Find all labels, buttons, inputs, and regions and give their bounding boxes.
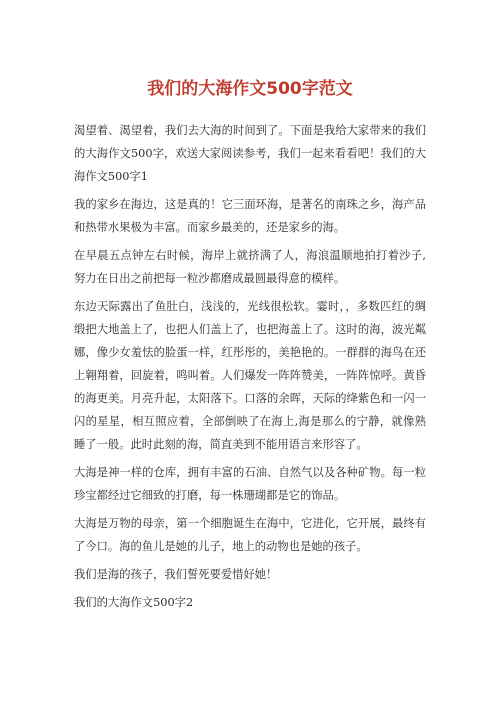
paragraph-sunrise-dusk: 东边天际露出了鱼肚白，浅浅的，光线很松软。霎时，，多数匹红的绸缎把大地盖上了，也把人们盖上了，也把海盖上了。这时的海，波光粼娜，像少女羞怯的脸蛋一样，红彤彤的，美艳艳的。一群群的海鸟在还上翱翔着，回旋着，鸣叫着。人们爆发一阵阵赞美，一阵阵惊呼。黄昏的海更美。月亮升起，太阳落下。口落的余晖，天际的绛紫色和一闪一闪的星星，相互照应着，全部倒映了在海上,海是那么的宁静，就像熟睡了一般。此时此刻的海，简直美到不能用语言来形容了。 [74,300,426,451]
document-body [74,119,426,614]
paragraph-hometown: 我的家乡在海边，这是真的！它三面环海，是著名的南珠之乡，海产品和热带水果极为丰富。而家乡最美的，还是家乡的海。 [74,198,426,234]
paragraph-intro: 渴望着、渴望着，我们去大海的时间到了。下面是我给大家带来的我们的大海作文500字，欢送大家阅读参考，我们一起来看看吧！我们的大海作文500字1 [74,124,426,183]
essay-2-heading: 我们的大海作文500字2 [74,596,194,609]
paragraph-morning: 在早晨五点钟左右时候，海岸上就挤满了人，海浪温顺地拍打着沙子,努力在日出之前把每一粒沙都磨成最圆最得意的模样。 [74,249,426,285]
paragraph-treasury: 大海是神一样的仓库，拥有丰富的石油、自然气以及各种矿物。每一粒珍宝都经过它细致的打磨，每一株珊瑚都是它的饰品。 [74,466,426,502]
document-title: 我们的大海作文500字范文 [147,79,353,99]
paragraph-mother: 大海是万物的母亲，第一个细胞诞生在海中，它进化，它开展，最终有了今口。海的鱼儿是她的儿子，地上的动物也是她的孩子。 [74,517,426,553]
paragraph-children: 我们是海的孩子，我们誓死要爱惜好她！ [74,568,278,581]
